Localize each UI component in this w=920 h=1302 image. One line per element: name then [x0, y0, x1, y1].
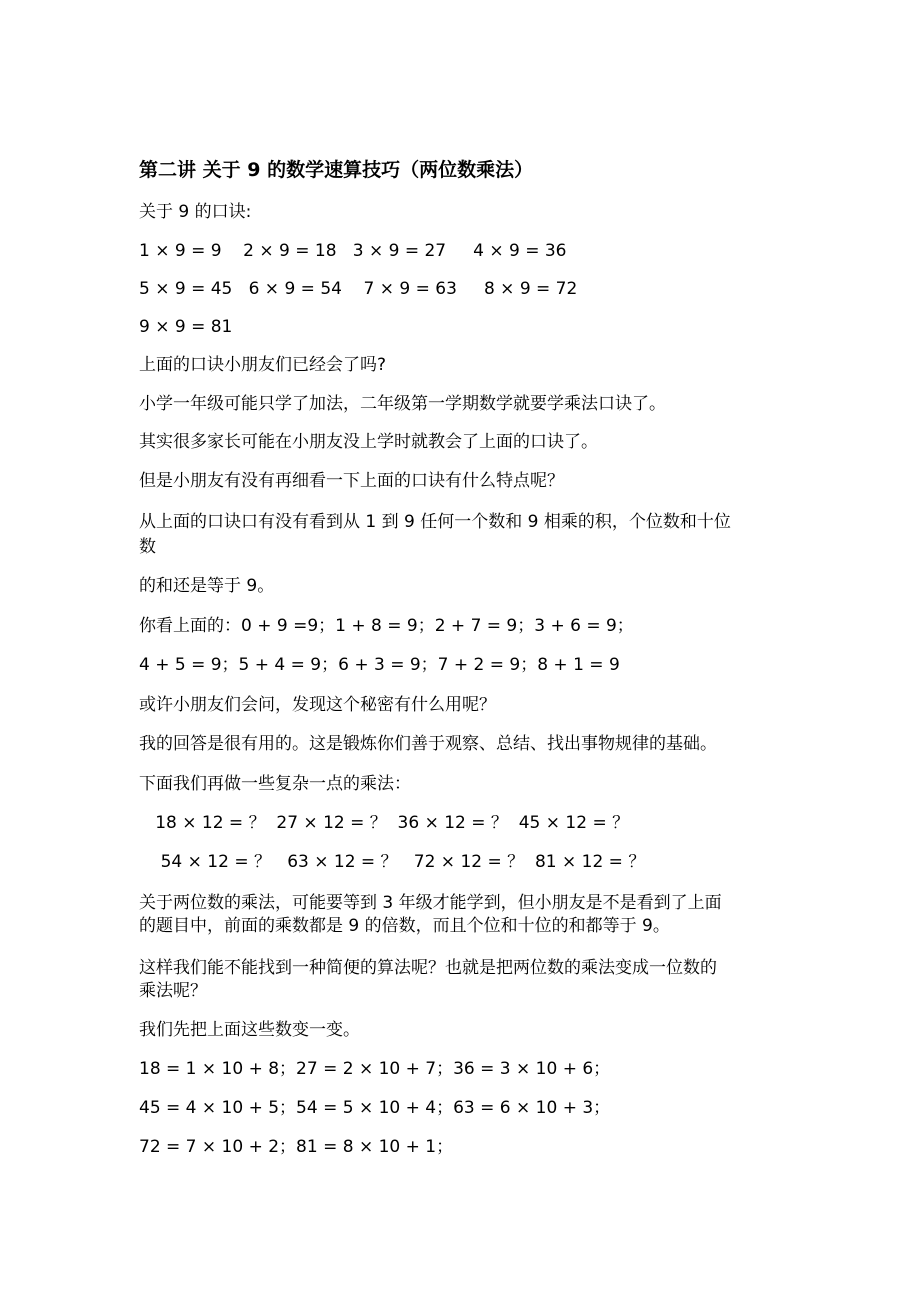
paragraph-line: 其实很多家长可能在小朋友没上学时就教会了上面的口诀了。 [139, 432, 598, 452]
exercise-row: 18 × 12 = ？ 27 × 12 = ？ 36 × 12 = ？ 45 × 12 = ？ [139, 813, 630, 833]
paragraph-line: 我的回答是很有用的。这是锻炼你们善于观察、总结、找出事物规律的基础。 [139, 734, 717, 754]
paragraph-line: 的和还是等于 9。 [139, 576, 275, 596]
multiplication-table-row: 1 × 9 = 9 2 × 9 = 18 3 × 9 = 27 4 × 9 = 36 [139, 241, 567, 261]
paragraph-line: 这样我们能不能找到一种简便的算法呢？也就是把两位数的乘法变成一位数的 [139, 958, 717, 978]
paragraph-line: 的题目中，前面的乘数都是 9 的倍数，而且个位和十位的和都等于 9。 [139, 916, 670, 936]
decomposition-row: 18 = 1 × 10 + 8；27 = 2 × 10 + 7；36 = 3 × 10 + 6； [139, 1059, 611, 1079]
paragraph-line: 从上面的口诀口有没有看到从 1 到 9 任何一个数和 9 相乘的积，个位数和十位 [139, 512, 731, 532]
multiplication-table-row: 5 × 9 = 45 6 × 9 = 54 7 × 9 = 63 8 × 9 = 72 [139, 279, 578, 299]
paragraph-line: 但是小朋友有没有再细看一下上面的口诀有什么特点呢？ [139, 471, 564, 491]
document-title: 第二讲 关于 9 的数学速算技巧（两位数乘法） [139, 159, 534, 181]
paragraph-line: 关于两位数的乘法，可能要等到 3 年级才能学到，但小朋友是不是看到了上面 [139, 893, 722, 913]
paragraph-line: 数 [139, 537, 156, 557]
paragraph-line: 我们先把上面这些数变一变。 [139, 1020, 360, 1040]
paragraph-line: 下面我们再做一些复杂一点的乘法： [139, 774, 411, 794]
paragraph-line: 小学一年级可能只学了加法，二年级第一学期数学就要学乘法口诀了。 [139, 394, 666, 414]
multiplication-table-row: 9 × 9 = 81 [139, 317, 233, 337]
paragraph-line: 你看上面的：0 + 9 =9；1 + 8 = 9；2 + 7 = 9；3 + 6 = 9； [139, 616, 634, 636]
decomposition-row: 45 = 4 × 10 + 5；54 = 5 × 10 + 4；63 = 6 × 10 + 3； [139, 1098, 611, 1118]
paragraph-line: 关于 9 的口诀: [139, 202, 252, 222]
paragraph-line: 4 + 5 = 9；5 + 4 = 9；6 + 3 = 9；7 + 2 = 9；8 + 1 = 9 [139, 655, 620, 675]
paragraph-line: 或许小朋友们会问，发现这个秘密有什么用呢？ [139, 695, 496, 715]
exercise-row: 54 × 12 = ？ 63 × 12 = ？ 72 × 12 = ？ 81 × 12 = ？ [139, 852, 646, 872]
paragraph-line: 乘法呢？ [139, 981, 207, 1001]
paragraph-line: 上面的口诀小朋友们已经会了吗? [139, 355, 387, 375]
decomposition-row: 72 = 7 × 10 + 2；81 = 8 × 10 + 1； [139, 1137, 454, 1157]
